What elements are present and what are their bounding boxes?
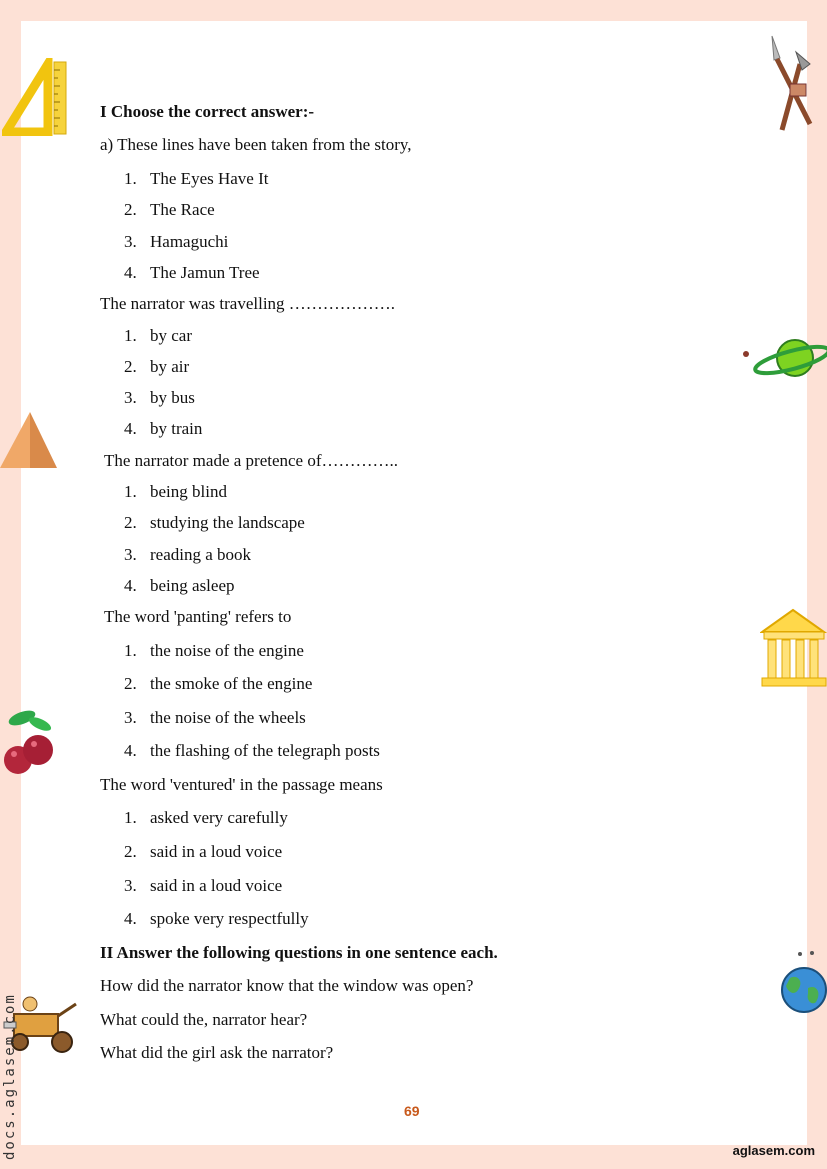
berries-icon [0, 706, 60, 780]
page-number: 69 [404, 1103, 420, 1119]
list-item: 1. the noise of the engine [124, 641, 304, 660]
short-question: How did the narrator know that the window was open? [100, 976, 474, 995]
list-item: 1. being blind [124, 482, 227, 501]
list-item: 3. reading a book [124, 545, 252, 564]
list-item: 3. said in a loud voice [124, 876, 283, 895]
short-question: What could the, narrator hear? [100, 1010, 308, 1029]
list-item: 1. by car [124, 326, 193, 345]
planet-icon [740, 334, 827, 384]
section-2-heading: II Answer the following questions in one sentence each. [100, 943, 498, 962]
list-item: 2. by air [124, 357, 190, 376]
temple-icon [760, 608, 827, 688]
list-item: 4. being asleep [124, 576, 235, 595]
list-item: 2. The Race [124, 200, 215, 219]
section-1-intro: a) These lines have been taken from the story, [100, 135, 412, 154]
question-4: The word 'panting' refers to [100, 607, 292, 626]
list-item: 4. spoke very respectfully [124, 909, 309, 928]
list-item: 2. studying the landscape [124, 513, 305, 532]
list-item: 3. the noise of the wheels [124, 708, 306, 727]
earth-icon [776, 948, 827, 1020]
question-2: The narrator was travelling ………………. [100, 294, 396, 313]
section-1-heading: I Choose the correct answer:- [100, 102, 315, 121]
list-item: 3. Hamaguchi [124, 232, 229, 251]
short-question: What did the girl ask the narrator? [100, 1043, 334, 1062]
ruler-triangle-icon [2, 58, 70, 136]
list-item: 4. The Jamun Tree [124, 263, 260, 282]
list-item: 4. the flashing of the telegraph posts [124, 741, 380, 760]
pyramid-icon [0, 410, 58, 470]
question-3: The narrator made a pretence of………….. [100, 451, 399, 470]
list-item: 4. by train [124, 419, 203, 438]
question-5: The word 'ventured' in the passage means [100, 775, 383, 794]
list-item: 2. said in a loud voice [124, 842, 283, 861]
list-item: 2. the smoke of the engine [124, 674, 313, 693]
tools-icon [766, 34, 826, 134]
site-watermark: aglasem.com [732, 1143, 815, 1158]
list-item: 3. by bus [124, 388, 195, 407]
list-item: 1. The Eyes Have It [124, 169, 269, 188]
list-item: 1. asked very carefully [124, 808, 288, 827]
side-watermark: docs.aglasem.com [2, 993, 18, 1160]
